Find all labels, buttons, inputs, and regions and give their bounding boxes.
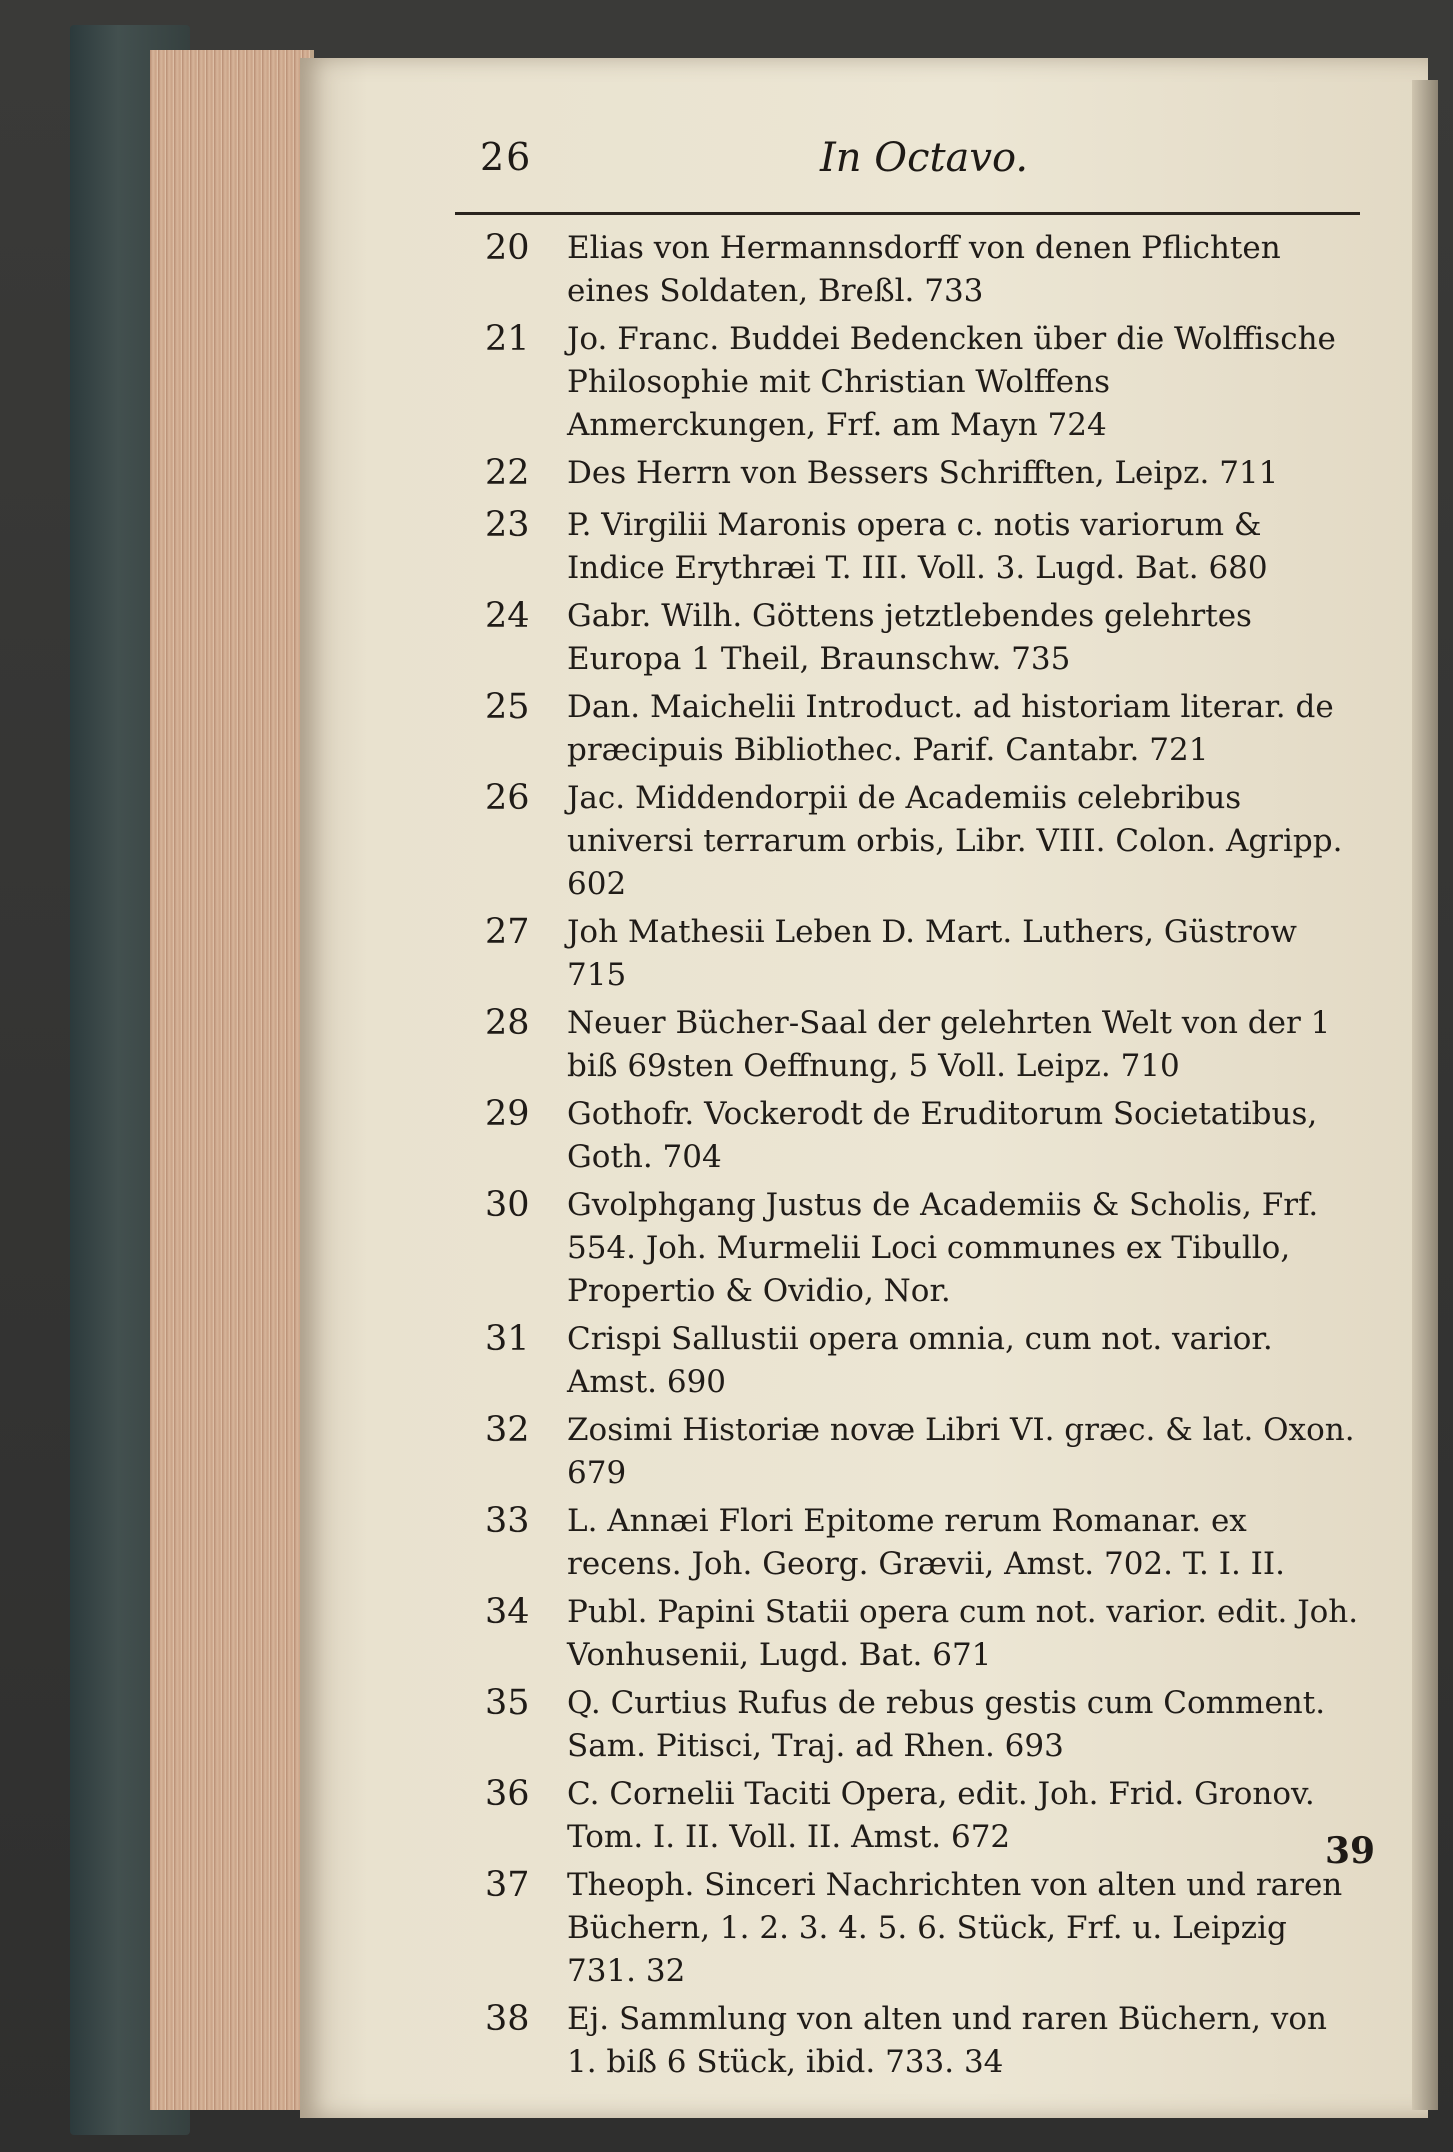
entry-number: 21 (485, 319, 530, 359)
catalog-entry (485, 1993, 1365, 2084)
entry-number: 35 (485, 1683, 530, 1723)
entry-text: P. Virgilii Maronis opera c. notis variorum & Indice Erythræi T. III. Voll. 3. Lugd. Bat. 680 (567, 507, 1268, 586)
entry-text: Gabr. Wilh. Göttens jetztlebendes gelehrtes Europa 1 Theil, Braunschw. 735 (567, 598, 1252, 677)
catalog-entry (485, 1088, 1365, 1179)
entry-text: Joh Mathesii Leben D. Mart. Luthers, Güstrow 715 (567, 914, 1297, 993)
entry-text: Elias von Hermannsdorff von denen Pflichten eines Soldaten, Breßl. 733 (567, 230, 1281, 309)
entry-text: Jo. Franc. Buddei Bedencken über die Wolffische Philosophie mit Christian Wolffens Anmerckungen, Frf. am Mayn 724 (567, 321, 1336, 443)
entry-text: Zosimi Historiæ novæ Libri VI. græc. & lat. Oxon. 679 (567, 1412, 1355, 1491)
entry-number: 38 (485, 1999, 530, 2039)
catalog-entry (485, 906, 1365, 997)
entry-number: 22 (485, 453, 530, 493)
entry-number: 26 (485, 778, 530, 818)
entry-text: Des Herrn von Bessers Schrifften, Leipz. 711 (567, 455, 1279, 491)
entry-number: 25 (485, 687, 530, 727)
catalog-entry (485, 222, 1365, 313)
catalog-entry (485, 499, 1365, 590)
entry-text: Q. Curtius Rufus de rebus gestis cum Comment. Sam. Pitisci, Traj. ad Rhen. 693 (567, 1685, 1326, 1764)
catalog-entry (485, 1859, 1365, 1993)
entry-number: 37 (485, 1865, 530, 1905)
catalog-entry (485, 590, 1365, 681)
entry-number: 36 (485, 1774, 530, 1814)
running-title: In Octavo. (820, 135, 1029, 181)
entry-text: L. Annæi Flori Epitome rerum Romanar. ex recens. Joh. Georg. Grævii, Amst. 702. T. I. II. (567, 1503, 1285, 1582)
catalog-entry (485, 1768, 1365, 1859)
entry-text: Gvolphgang Justus de Academiis & Scholis, Frf. 554. Joh. Murmelii Loci communes ex Tibullo, Propertio & Ovidio, Nor. (567, 1187, 1319, 1309)
entry-number: 34 (485, 1592, 530, 1632)
entry-text: Crispi Sallustii opera omnia, cum not. varior. Amst. 690 (567, 1321, 1273, 1400)
catchword: 39 (1325, 1830, 1376, 1872)
entry-number: 27 (485, 912, 530, 952)
entry-number: 24 (485, 596, 530, 636)
catalog-entry (485, 772, 1365, 906)
entry-number: 33 (485, 1501, 530, 1541)
catalog-entry (485, 1313, 1365, 1404)
page-edges (150, 50, 314, 2110)
entry-text: Theoph. Sinceri Nachrichten von alten und raren Büchern, 1. 2. 3. 4. 5. 6. Stück, Frf. u. Leipzig 731. 32 (567, 1867, 1343, 1989)
entry-text: Publ. Papini Statii opera cum not. varior. edit. Joh. Vonhusenii, Lugd. Bat. 671 (567, 1594, 1359, 1673)
entry-text: Gothofr. Vockerodt de Eruditorum Societatibus, Goth. 704 (567, 1096, 1318, 1175)
header-rule (455, 212, 1360, 215)
entry-number: 28 (485, 1003, 530, 1043)
catalog-entry (485, 1677, 1365, 1768)
entry-text: Dan. Maichelii Introduct. ad historiam literar. de præcipuis Bibliothec. Parif. Cantabr. 721 (567, 689, 1334, 768)
catalog-entry (485, 1179, 1365, 1313)
entry-text: C. Cornelii Taciti Opera, edit. Joh. Frid. Gronov. Tom. I. II. Voll. II. Amst. 672 (567, 1776, 1315, 1855)
entry-number: 23 (485, 505, 530, 545)
catalog-entry (485, 1404, 1365, 1495)
entry-text: Jac. Middendorpii de Academiis celebribus universi terrarum orbis, Libr. VIII. Colon. Agripp. 602 (567, 780, 1343, 902)
catalog-entry (485, 997, 1365, 1088)
catalog-entry (485, 313, 1365, 447)
catalog-entry (485, 1586, 1365, 1677)
entry-text: Neuer Bücher-Saal der gelehrten Welt von der 1 biß 69sten Oeffnung, 5 Voll. Leipz. 710 (567, 1005, 1331, 1084)
running-header (480, 135, 1360, 195)
entry-number: 31 (485, 1319, 530, 1359)
entry-number: 32 (485, 1410, 530, 1450)
catalog-entry (485, 447, 1365, 499)
entry-number: 20 (485, 228, 530, 268)
catalog-entry (485, 1495, 1365, 1586)
entry-number: 29 (485, 1094, 530, 1134)
book-gutter (1412, 80, 1438, 2110)
entry-text: Ej. Sammlung von alten und raren Büchern, von 1. biß 6 Stück, ibid. 733. 34 (567, 2001, 1327, 2080)
catalog-entries (485, 222, 1365, 2084)
page-number: 26 (480, 135, 533, 179)
entry-number: 30 (485, 1185, 530, 1225)
catalog-entry (485, 681, 1365, 772)
